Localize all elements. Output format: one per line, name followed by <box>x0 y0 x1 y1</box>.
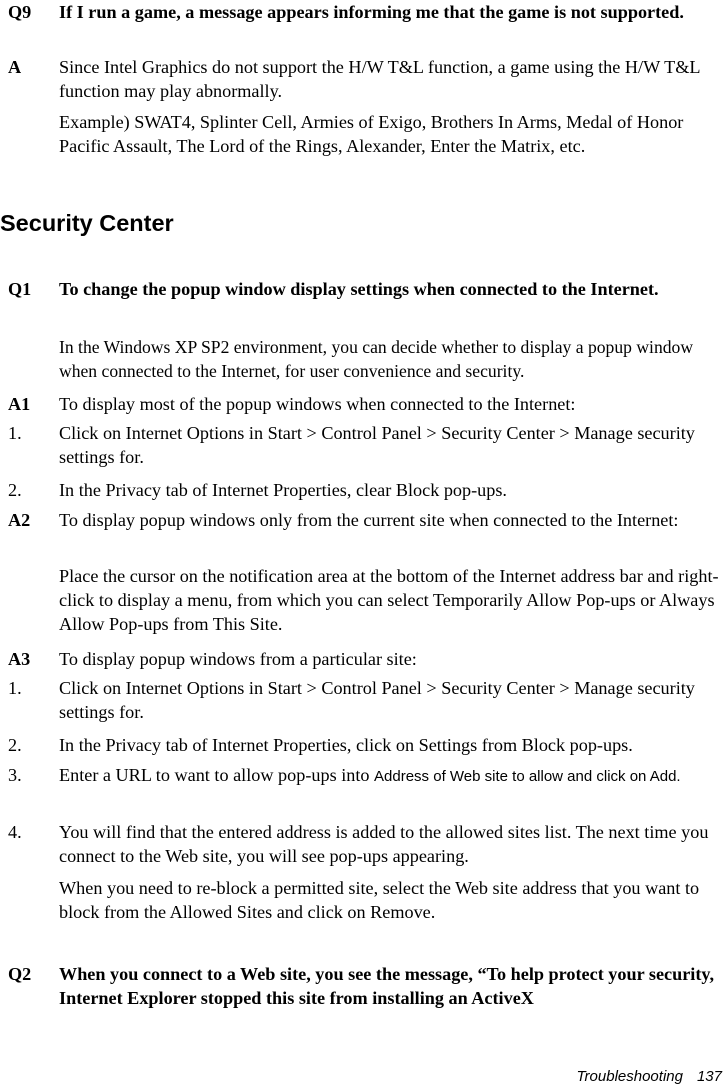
a2-detail: Place the cursor on the notification area at the bottom of the Internet address bar and right-click to display a menu, from which you can select Temporarily Allow Pop-ups or Always Allow Pop-ups from This Site. <box>59 566 719 634</box>
q2-label: Q2 <box>8 964 32 984</box>
a3-step-4-number: 4. <box>8 822 22 842</box>
a1-step-2-text: In the Privacy tab of Internet Properties, clear Block pop-ups. <box>59 480 507 500</box>
section-title: Security Center <box>0 210 174 236</box>
a2-text: To display popup windows only from the current site when connected to the Internet: <box>59 510 679 530</box>
a3-text: To display popup windows from a particular site: <box>59 649 417 669</box>
a1-step-1-text: Click on Internet Options in Start > Control Panel > Security Center > Manage security settings for. <box>59 423 695 467</box>
q9-answer: Since Intel Graphics do not support the H/W T&L function, a game using the H/W T&L function may play abnormally. <box>59 57 700 101</box>
a1-text: To display most of the popup windows when connected to the Internet: <box>59 394 576 414</box>
a3-step-3-text <box>59 763 722 789</box>
a3-step-1-text: Click on Internet Options in Start > Control Panel > Security Center > Manage security settings for. <box>59 678 695 722</box>
page-footer <box>577 1068 723 1086</box>
a3-step-2-text: In the Privacy tab of Internet Properties, click on Settings from Block pop-ups. <box>59 735 633 755</box>
q1-label: Q1 <box>8 279 32 299</box>
a3-step-1-number: 1. <box>8 678 22 698</box>
address-field-name: Address of Web site to allow <box>374 768 564 785</box>
q9-example: Example) SWAT4, Splinter Cell, Armies of Exigo, Brothers In Arms, Medal of Honor Pacific Assault, The Lord of the Rings, Alexander, Enter the Matrix, etc. <box>59 112 684 156</box>
a2-label: A2 <box>8 510 31 530</box>
a1-step-2-number: 2. <box>8 480 22 500</box>
a3-step-3-number: 3. <box>8 765 22 785</box>
q2-question: When you connect to a Web site, you see the message, “To help protect your security, Internet Explorer stopped this site from installing an ActiveX <box>59 964 715 1008</box>
a3-step-3-post: and click on Add. <box>563 768 681 785</box>
q1-question: To change the popup window display settings when connected to the Internet. <box>59 279 659 299</box>
q1-intro: In the Windows XP SP2 environment, you can decide whether to display a popup window when connected to the Internet, for user convenience and security. <box>59 337 694 381</box>
a3-step-3-pre: Enter a URL to want to allow pop-ups into <box>59 765 375 785</box>
a1-label: A1 <box>8 394 31 414</box>
q9-question: If I run a game, a message appears informing me that the game is not supported. <box>59 2 684 22</box>
a1-step-1-number: 1. <box>8 423 22 443</box>
a3-step-4-text: You will find that the entered address is added to the allowed sites list. The next time you connect to the Web site, you will see pop-ups appearing. <box>59 822 709 866</box>
a3-label: A3 <box>8 649 31 669</box>
a3-step-4-note: When you need to re-block a permitted site, select the Web site address that you want to block from the Allowed Sites and click on Remove. <box>59 878 700 922</box>
q9-label: Q9 <box>8 2 32 22</box>
footer-section: Troubleshooting <box>576 1068 683 1085</box>
a3-step-2-number: 2. <box>8 735 22 755</box>
q9-answer-label: A <box>8 57 22 77</box>
page-number: 137 <box>696 1068 722 1085</box>
